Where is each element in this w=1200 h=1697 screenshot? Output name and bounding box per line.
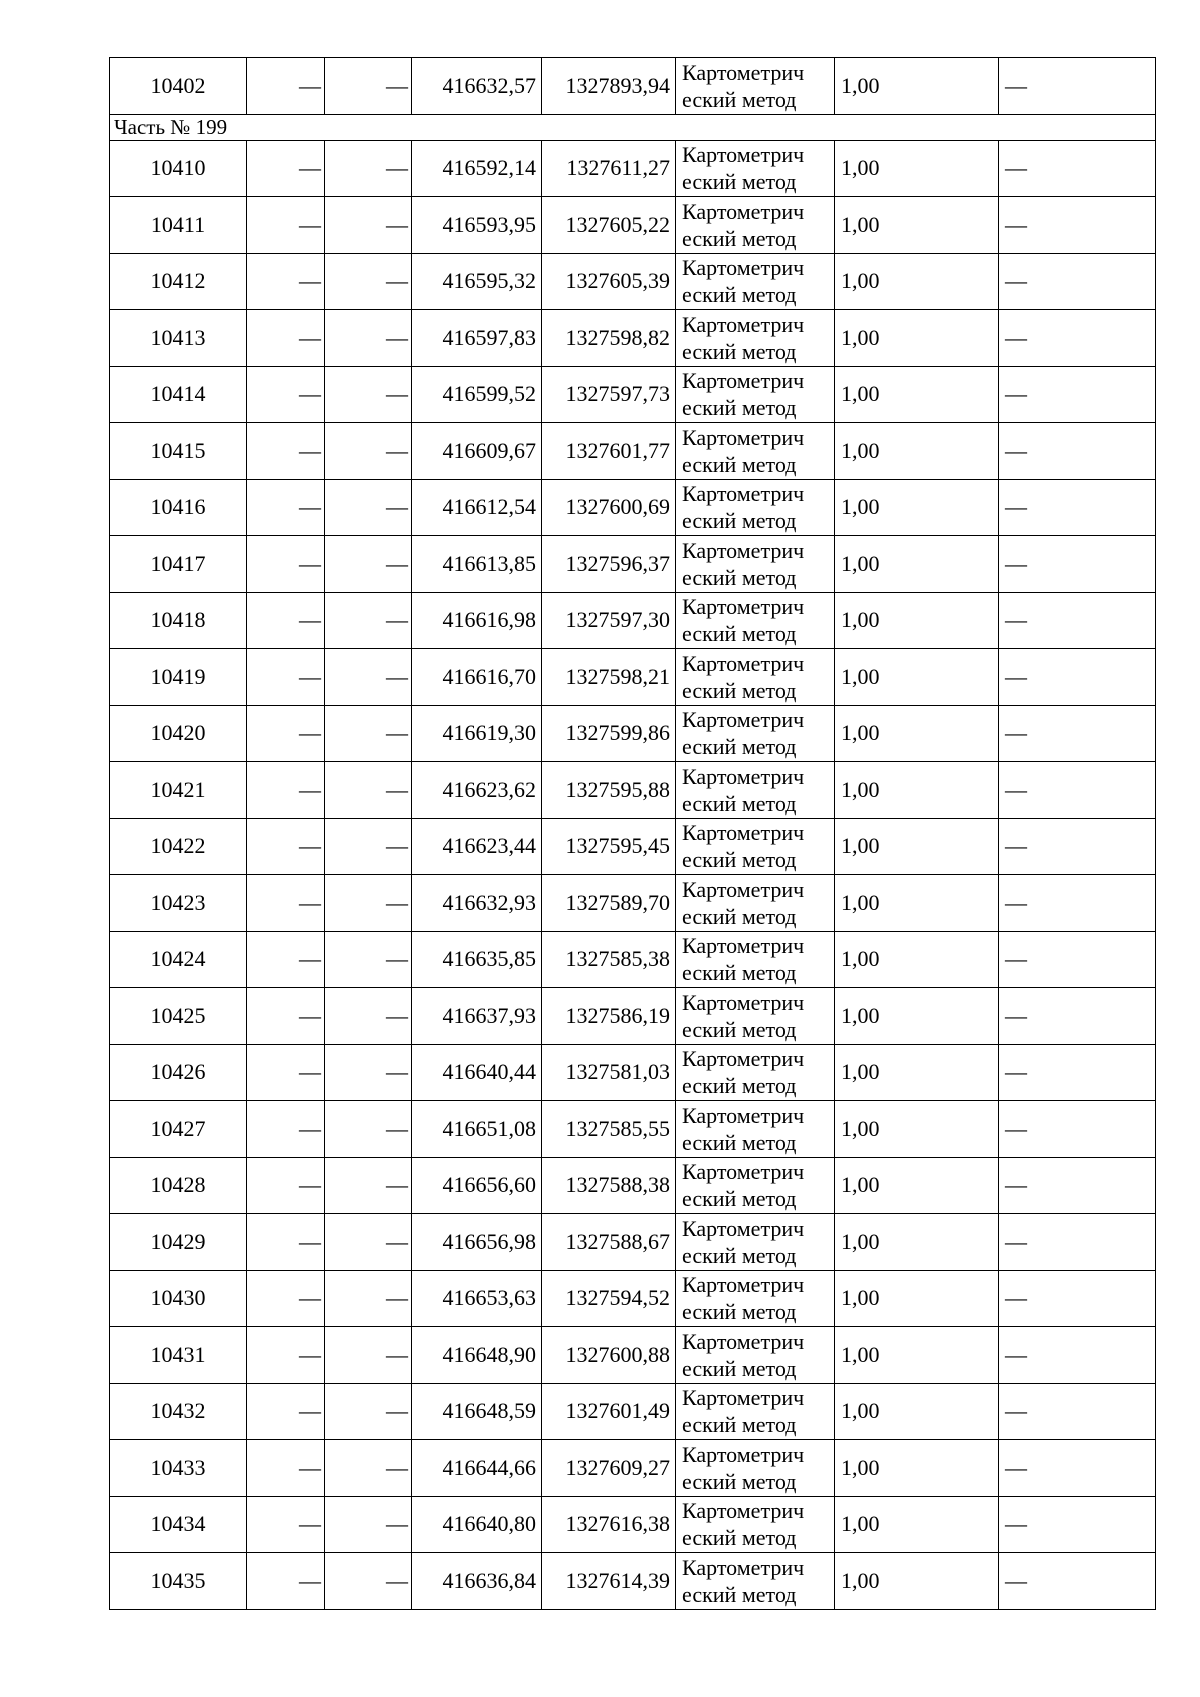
dash-cell: — — [325, 197, 412, 254]
coordinate-x: 416613,85 — [412, 536, 542, 593]
coordinate-y: 1327594,52 — [542, 1270, 676, 1327]
method-cell: Картометрич еский метод — [676, 253, 835, 310]
point-number: 10414 — [110, 366, 247, 423]
dash-cell: — — [999, 649, 1156, 706]
table-row — [110, 1101, 1156, 1158]
coordinate-y: 1327586,19 — [542, 988, 676, 1045]
table-row — [110, 1440, 1156, 1497]
coordinate-y: 1327597,30 — [542, 592, 676, 649]
coordinate-x: 416593,95 — [412, 197, 542, 254]
coordinate-y: 1327600,69 — [542, 479, 676, 536]
coordinate-y: 1327595,88 — [542, 762, 676, 819]
point-number: 10412 — [110, 253, 247, 310]
table-row — [110, 423, 1156, 480]
dash-cell: — — [325, 931, 412, 988]
accuracy-cell: 1,00 — [835, 931, 999, 988]
table-row — [110, 1214, 1156, 1271]
method-cell: Картометрич еский метод — [676, 197, 835, 254]
dash-cell: — — [325, 1327, 412, 1384]
coordinate-x: 416636,84 — [412, 1553, 542, 1610]
dash-cell: — — [325, 479, 412, 536]
method-cell: Картометрич еский метод — [676, 705, 835, 762]
method-cell: Картометрич еский метод — [676, 140, 835, 197]
table-row — [110, 1327, 1156, 1384]
table-row — [110, 705, 1156, 762]
dash-cell: — — [247, 762, 325, 819]
method-cell: Картометрич еский метод — [676, 1101, 835, 1158]
coordinate-y: 1327588,67 — [542, 1214, 676, 1271]
accuracy-cell: 1,00 — [835, 818, 999, 875]
coordinate-y: 1327585,55 — [542, 1101, 676, 1158]
point-number: 10413 — [110, 310, 247, 367]
method-cell: Картометрич еский метод — [676, 1044, 835, 1101]
part-label: Часть № 199 — [110, 114, 1156, 140]
accuracy-cell: 1,00 — [835, 58, 999, 115]
dash-cell: — — [999, 1157, 1156, 1214]
table-row — [110, 988, 1156, 1045]
method-cell: Картометрич еский метод — [676, 479, 835, 536]
point-number: 10410 — [110, 140, 247, 197]
coordinate-x: 416619,30 — [412, 705, 542, 762]
table-row — [110, 310, 1156, 367]
dash-cell: — — [325, 423, 412, 480]
table-row — [110, 1383, 1156, 1440]
dash-cell: — — [247, 1157, 325, 1214]
dash-cell: — — [247, 536, 325, 593]
point-number: 10423 — [110, 875, 247, 932]
coordinate-x: 416632,93 — [412, 875, 542, 932]
point-number: 10418 — [110, 592, 247, 649]
table-row — [110, 818, 1156, 875]
method-cell: Картометрич еский метод — [676, 366, 835, 423]
dash-cell: — — [325, 592, 412, 649]
accuracy-cell: 1,00 — [835, 140, 999, 197]
method-cell: Картометрич еский метод — [676, 310, 835, 367]
dash-cell: — — [247, 1496, 325, 1553]
point-number: 10429 — [110, 1214, 247, 1271]
dash-cell: — — [999, 592, 1156, 649]
point-number: 10416 — [110, 479, 247, 536]
point-number: 10433 — [110, 1440, 247, 1497]
dash-cell: — — [325, 1214, 412, 1271]
table-row — [110, 253, 1156, 310]
accuracy-cell: 1,00 — [835, 1383, 999, 1440]
coordinate-y: 1327611,27 — [542, 140, 676, 197]
method-cell: Картометрич еский метод — [676, 1327, 835, 1384]
table-row — [110, 875, 1156, 932]
coordinate-y: 1327893,94 — [542, 58, 676, 115]
dash-cell: — — [999, 1101, 1156, 1158]
coordinate-x: 416592,14 — [412, 140, 542, 197]
dash-cell: — — [325, 649, 412, 706]
method-cell: Картометрич еский метод — [676, 875, 835, 932]
coordinate-y: 1327598,21 — [542, 649, 676, 706]
table-row — [110, 592, 1156, 649]
accuracy-cell: 1,00 — [835, 253, 999, 310]
method-cell: Картометрич еский метод — [676, 1496, 835, 1553]
accuracy-cell: 1,00 — [835, 423, 999, 480]
point-number: 10415 — [110, 423, 247, 480]
point-number: 10427 — [110, 1101, 247, 1158]
dash-cell: — — [247, 58, 325, 115]
point-number: 10431 — [110, 1327, 247, 1384]
dash-cell: — — [325, 988, 412, 1045]
coordinate-x: 416599,52 — [412, 366, 542, 423]
dash-cell: — — [999, 875, 1156, 932]
accuracy-cell: 1,00 — [835, 479, 999, 536]
table-row — [110, 1157, 1156, 1214]
coordinate-x: 416623,62 — [412, 762, 542, 819]
point-number: 10421 — [110, 762, 247, 819]
method-cell: Картометрич еский метод — [676, 58, 835, 115]
dash-cell: — — [325, 762, 412, 819]
coordinate-x: 416637,93 — [412, 988, 542, 1045]
dash-cell: — — [247, 1553, 325, 1610]
dash-cell: — — [999, 58, 1156, 115]
coordinate-x: 416635,85 — [412, 931, 542, 988]
dash-cell: — — [999, 366, 1156, 423]
method-cell: Картометрич еский метод — [676, 762, 835, 819]
coordinate-y: 1327601,49 — [542, 1383, 676, 1440]
dash-cell: — — [999, 705, 1156, 762]
dash-cell: — — [247, 366, 325, 423]
dash-cell: — — [247, 649, 325, 706]
coordinate-x: 416656,98 — [412, 1214, 542, 1271]
accuracy-cell: 1,00 — [835, 1270, 999, 1327]
dash-cell: — — [999, 1496, 1156, 1553]
dash-cell: — — [247, 423, 325, 480]
dash-cell: — — [999, 423, 1156, 480]
accuracy-cell: 1,00 — [835, 310, 999, 367]
coordinate-y: 1327598,82 — [542, 310, 676, 367]
dash-cell: — — [325, 875, 412, 932]
point-number: 10424 — [110, 931, 247, 988]
method-cell: Картометрич еский метод — [676, 1440, 835, 1497]
accuracy-cell: 1,00 — [835, 762, 999, 819]
dash-cell: — — [247, 140, 325, 197]
dash-cell: — — [247, 592, 325, 649]
coordinate-x: 416648,59 — [412, 1383, 542, 1440]
dash-cell: — — [247, 1327, 325, 1384]
accuracy-cell: 1,00 — [835, 1101, 999, 1158]
dash-cell: — — [999, 1383, 1156, 1440]
method-cell: Картометрич еский метод — [676, 536, 835, 593]
accuracy-cell: 1,00 — [835, 197, 999, 254]
method-cell: Картометрич еский метод — [676, 1270, 835, 1327]
table-row — [110, 762, 1156, 819]
dash-cell: — — [247, 1440, 325, 1497]
dash-cell: — — [999, 762, 1156, 819]
coordinate-y: 1327588,38 — [542, 1157, 676, 1214]
table-row — [110, 1496, 1156, 1553]
coordinate-y: 1327597,73 — [542, 366, 676, 423]
dash-cell: — — [325, 1044, 412, 1101]
point-number: 10435 — [110, 1553, 247, 1610]
coordinate-y: 1327600,88 — [542, 1327, 676, 1384]
dash-cell: — — [325, 818, 412, 875]
dash-cell: — — [325, 58, 412, 115]
coordinate-y: 1327589,70 — [542, 875, 676, 932]
method-cell: Картометрич еский метод — [676, 988, 835, 1045]
part-header-row — [110, 114, 1156, 140]
point-number: 10428 — [110, 1157, 247, 1214]
point-number: 10417 — [110, 536, 247, 593]
accuracy-cell: 1,00 — [835, 1044, 999, 1101]
method-cell: Картометрич еский метод — [676, 649, 835, 706]
method-cell: Картометрич еский метод — [676, 1157, 835, 1214]
dash-cell: — — [247, 253, 325, 310]
method-cell: Картометрич еский метод — [676, 931, 835, 988]
dash-cell: — — [247, 1101, 325, 1158]
dash-cell: — — [999, 253, 1156, 310]
coordinate-x: 416597,83 — [412, 310, 542, 367]
dash-cell: — — [999, 1270, 1156, 1327]
method-cell: Картометрич еский метод — [676, 1214, 835, 1271]
accuracy-cell: 1,00 — [835, 1327, 999, 1384]
coordinate-x: 416648,90 — [412, 1327, 542, 1384]
dash-cell: — — [247, 705, 325, 762]
table-row — [110, 931, 1156, 988]
dash-cell: — — [247, 875, 325, 932]
point-number: 10426 — [110, 1044, 247, 1101]
dash-cell: — — [247, 197, 325, 254]
coordinate-x: 416640,44 — [412, 1044, 542, 1101]
dash-cell: — — [325, 705, 412, 762]
accuracy-cell: 1,00 — [835, 366, 999, 423]
accuracy-cell: 1,00 — [835, 705, 999, 762]
coordinate-y: 1327614,39 — [542, 1553, 676, 1610]
coordinate-x: 416651,08 — [412, 1101, 542, 1158]
coordinate-y: 1327601,77 — [542, 423, 676, 480]
coordinate-y: 1327596,37 — [542, 536, 676, 593]
dash-cell: — — [999, 536, 1156, 593]
coordinate-x: 416616,70 — [412, 649, 542, 706]
dash-cell: — — [999, 1214, 1156, 1271]
table-row — [110, 1553, 1156, 1610]
point-number: 10411 — [110, 197, 247, 254]
table-row — [110, 140, 1156, 197]
coordinate-x: 416656,60 — [412, 1157, 542, 1214]
coordinate-x: 416644,66 — [412, 1440, 542, 1497]
coordinate-x: 416640,80 — [412, 1496, 542, 1553]
accuracy-cell: 1,00 — [835, 1440, 999, 1497]
dash-cell: — — [999, 931, 1156, 988]
dash-cell: — — [247, 1270, 325, 1327]
coordinate-x: 416653,63 — [412, 1270, 542, 1327]
dash-cell: — — [325, 1270, 412, 1327]
coordinate-x: 416609,67 — [412, 423, 542, 480]
dash-cell: — — [999, 1327, 1156, 1384]
method-cell: Картометрич еский метод — [676, 818, 835, 875]
method-cell: Картометрич еский метод — [676, 592, 835, 649]
accuracy-cell: 1,00 — [835, 1553, 999, 1610]
dash-cell: — — [247, 818, 325, 875]
coordinate-y: 1327585,38 — [542, 931, 676, 988]
dash-cell: — — [247, 931, 325, 988]
dash-cell: — — [247, 1044, 325, 1101]
dash-cell: — — [325, 1553, 412, 1610]
accuracy-cell: 1,00 — [835, 649, 999, 706]
coordinate-y: 1327599,86 — [542, 705, 676, 762]
coordinate-x: 416616,98 — [412, 592, 542, 649]
dash-cell: — — [325, 1101, 412, 1158]
table-row — [110, 1270, 1156, 1327]
coordinate-x: 416612,54 — [412, 479, 542, 536]
dash-cell: — — [247, 1214, 325, 1271]
coordinates-table — [109, 57, 1156, 1610]
coordinate-y: 1327605,22 — [542, 197, 676, 254]
table-body — [110, 58, 1156, 1610]
dash-cell: — — [999, 197, 1156, 254]
point-number: 10434 — [110, 1496, 247, 1553]
coordinate-y: 1327616,38 — [542, 1496, 676, 1553]
point-number: 10419 — [110, 649, 247, 706]
dash-cell: — — [325, 310, 412, 367]
coordinate-x: 416632,57 — [412, 58, 542, 115]
dash-cell: — — [999, 140, 1156, 197]
accuracy-cell: 1,00 — [835, 988, 999, 1045]
method-cell: Картометрич еский метод — [676, 1383, 835, 1440]
accuracy-cell: 1,00 — [835, 536, 999, 593]
accuracy-cell: 1,00 — [835, 1496, 999, 1553]
table-row — [110, 366, 1156, 423]
point-number: 10402 — [110, 58, 247, 115]
table-row — [110, 197, 1156, 254]
coordinate-y: 1327581,03 — [542, 1044, 676, 1101]
dash-cell: — — [325, 366, 412, 423]
dash-cell: — — [325, 1496, 412, 1553]
dash-cell: — — [325, 1440, 412, 1497]
point-number: 10425 — [110, 988, 247, 1045]
coordinate-y: 1327609,27 — [542, 1440, 676, 1497]
point-number: 10430 — [110, 1270, 247, 1327]
table-row — [110, 479, 1156, 536]
coordinate-y: 1327595,45 — [542, 818, 676, 875]
dash-cell: — — [999, 818, 1156, 875]
dash-cell: — — [247, 310, 325, 367]
dash-cell: — — [999, 1440, 1156, 1497]
dash-cell: — — [325, 253, 412, 310]
dash-cell: — — [999, 479, 1156, 536]
dash-cell: — — [999, 1553, 1156, 1610]
dash-cell: — — [247, 1383, 325, 1440]
dash-cell: — — [325, 140, 412, 197]
coordinate-y: 1327605,39 — [542, 253, 676, 310]
method-cell: Картометрич еский метод — [676, 1553, 835, 1610]
accuracy-cell: 1,00 — [835, 592, 999, 649]
point-number: 10422 — [110, 818, 247, 875]
coordinate-x: 416595,32 — [412, 253, 542, 310]
dash-cell: — — [325, 536, 412, 593]
table-row — [110, 1044, 1156, 1101]
accuracy-cell: 1,00 — [835, 1157, 999, 1214]
table-row — [110, 649, 1156, 706]
method-cell: Картометрич еский метод — [676, 423, 835, 480]
accuracy-cell: 1,00 — [835, 875, 999, 932]
accuracy-cell: 1,00 — [835, 1214, 999, 1271]
point-number: 10432 — [110, 1383, 247, 1440]
dash-cell: — — [999, 988, 1156, 1045]
dash-cell: — — [999, 310, 1156, 367]
point-number: 10420 — [110, 705, 247, 762]
dash-cell: — — [247, 479, 325, 536]
coordinate-x: 416623,44 — [412, 818, 542, 875]
table-row — [110, 58, 1156, 115]
dash-cell: — — [999, 1044, 1156, 1101]
dash-cell: — — [325, 1383, 412, 1440]
dash-cell: — — [247, 988, 325, 1045]
dash-cell: — — [325, 1157, 412, 1214]
table-row — [110, 536, 1156, 593]
